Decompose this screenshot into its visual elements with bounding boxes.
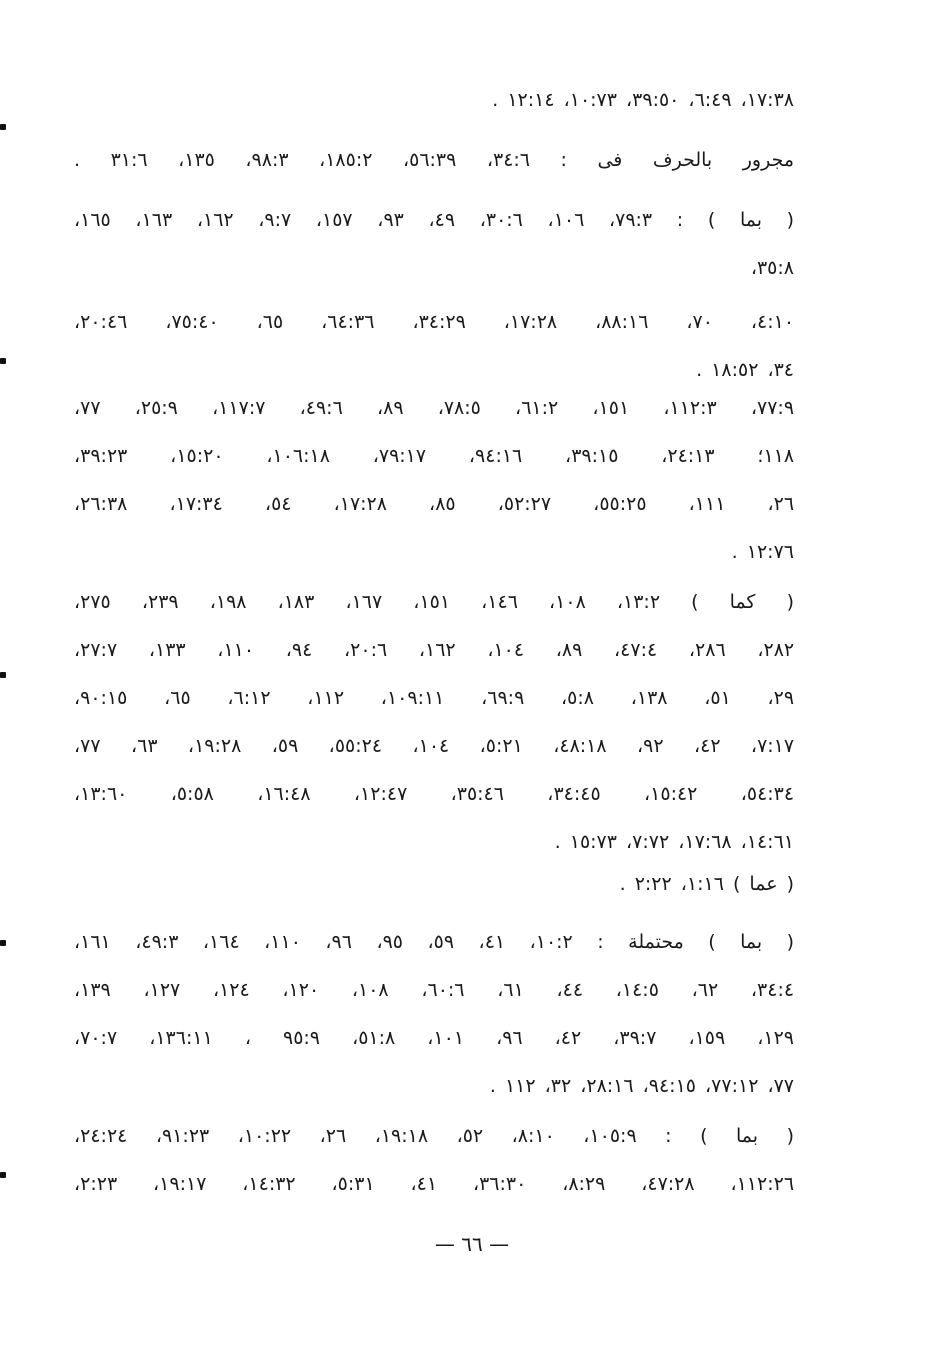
paragraph-line: ( بما ) : ١٠٥:٩، ٨:١٠، ٥٢، ١٩:١٨، ٢٦، ١٠:٢٢، ٩١:٢٣، ٢٤:٢٤، <box>74 1125 794 1147</box>
paragraph-line: ٧٧، ٧٧:١٢، ٩٤:١٥، ٢٨:١٦، ٣٢، ١١٢ . <box>489 1075 794 1097</box>
paragraph-3 <box>74 196 794 292</box>
paragraph-line: ( بما ) : ٧٩:٣، ١٠٦، ٣٠:٦، ٤٩، ٩٣، ١٥٧، ٩:٧، ١٦٢، ١٦٣، ١٦٥، <box>74 209 794 231</box>
paragraph-line: ٧:١٧، ٤٢، ٩٢، ٤٨:١٨، ٥:٢١، ١٠٤، ٥٥:٢٤، ٥٩، ١٩:٢٨، ٦٣، ٧٧، <box>74 735 794 757</box>
paragraph-7 <box>74 860 794 908</box>
paragraph-line: ١٢٩، ١٥٩، ٣٩:٧، ٤٢، ٩٦، ١٠١، ٥١:٨، ٩٥:٩ ، ١٣٦:١١، ٧٠:٧، <box>74 1027 794 1049</box>
paragraph-line: ٧٧:٩، ١١٢:٣، ١٥١، ٦١:٢، ٧٨:٥، ٨٩، ٤٩:٦، ١١٧:٧، ٢٥:٩، ٧٧، <box>74 397 794 419</box>
paragraph-line: ٤:١٠، ٧٠، ٨٨:١٦، ١٧:٢٨، ٣٤:٢٩، ٦٤:٣٦، ٦٥، ٧٥:٤٠، ٢٠:٤٦، <box>74 311 794 333</box>
paragraph-line: ٢٨٢، ٢٨٦، ٤٧:٤، ٨٩، ١٠٤، ١٦٢، ٢٠:٦، ٩٤، ١١٠، ١٣٣، ٢٧:٧، <box>74 639 794 661</box>
paragraph-8 <box>74 918 794 1110</box>
paragraph-line: ( عما ) ١:١٦، ٢:٢٢ . <box>619 873 794 895</box>
scan-edge-mark <box>0 358 6 364</box>
paragraph-line: ٣٤، ١٨:٥٢ . <box>696 359 794 381</box>
paragraph-line: ١١٨؛ ٢٤:١٣، ٣٩:١٥، ٩٤:١٦، ٧٩:١٧، ١٠٦:١٨، ١٥:٢٠، ٣٩:٢٣، <box>74 445 794 467</box>
paragraph-4 <box>74 298 794 394</box>
paragraph-line: ١١٢:٢٦، ٤٧:٢٨، ٨:٢٩، ٣٦:٣٠، ٤١، ٥:٣١، ١٤:٣٢، ١٩:١٧، ٢:٢٣، <box>74 1173 794 1195</box>
paragraph-line: ( بما ) محتملة : ١٠:٢، ٤١، ٥٩، ٩٥، ٩٦، ١١٠، ١٦٤، ٤٩:٣، ١٦١، <box>74 931 794 953</box>
paragraph-line: ١٢:٧٦ . <box>731 541 794 563</box>
paragraph-9 <box>74 1112 794 1208</box>
paragraph-line: ٣٤:٤، ٦٢، ١٤:٥، ٤٤، ٦١، ٦٠:٦، ١٠٨، ١٢٠، ١٢٤، ١٢٧، ١٣٩، <box>74 979 794 1001</box>
scan-edge-mark <box>0 1172 6 1178</box>
paragraph-2 <box>74 136 794 184</box>
paragraph-line: ١٤:٦١، ١٧:٦٨، ٧:٧٢، ١٥:٧٣ . <box>554 831 794 853</box>
paragraph-line: ٢٩، ٥١، ١٣٨، ٥:٨، ٦٩:٩، ١٠٩:١١، ١١٢، ٦:١٢، ٦٥، ٩٠:١٥، <box>74 687 794 709</box>
paragraph-line: مجرور بالحرف فى : ٣٤:٦، ٥٦:٣٩، ١٨٥:٢، ٩٨:٣، ١٣٥، ٣١:٦ . <box>74 149 794 171</box>
scan-edge-mark <box>0 940 6 946</box>
paragraph-line: ٣٥:٨، <box>750 257 794 279</box>
scan-edge-mark <box>0 124 6 130</box>
paragraph-line: ( كما ) ١٣:٢، ١٠٨، ١٤٦، ١٥١، ١٦٧، ١٨٣، ١٩٨، ٢٣٩، ٢٧٥، <box>74 591 794 613</box>
scan-edge-mark <box>0 672 6 678</box>
paragraph-5 <box>74 384 794 576</box>
paragraph-line: ١٧:٣٨، ٦:٤٩، ٣٩:٥٠، ١٠:٧٣، ١٢:١٤ . <box>492 89 794 111</box>
paragraph-line: ٥٤:٣٤، ١٥:٤٢، ٣٤:٤٥، ٣٥:٤٦، ١٢:٤٧، ١٦:٤٨، ٥:٥٨، ١٣:٦٠، <box>74 783 794 805</box>
paragraph-1 <box>74 76 794 124</box>
paragraph-6 <box>74 578 794 866</box>
page-number: — ٦٦ — <box>434 1232 510 1256</box>
paragraph-line: ٢٦، ١١١، ٥٥:٢٥، ٥٢:٢٧، ٨٥، ١٧:٢٨، ٥٤، ١٧:٣٤، ٢٦:٣٨، <box>74 493 794 515</box>
